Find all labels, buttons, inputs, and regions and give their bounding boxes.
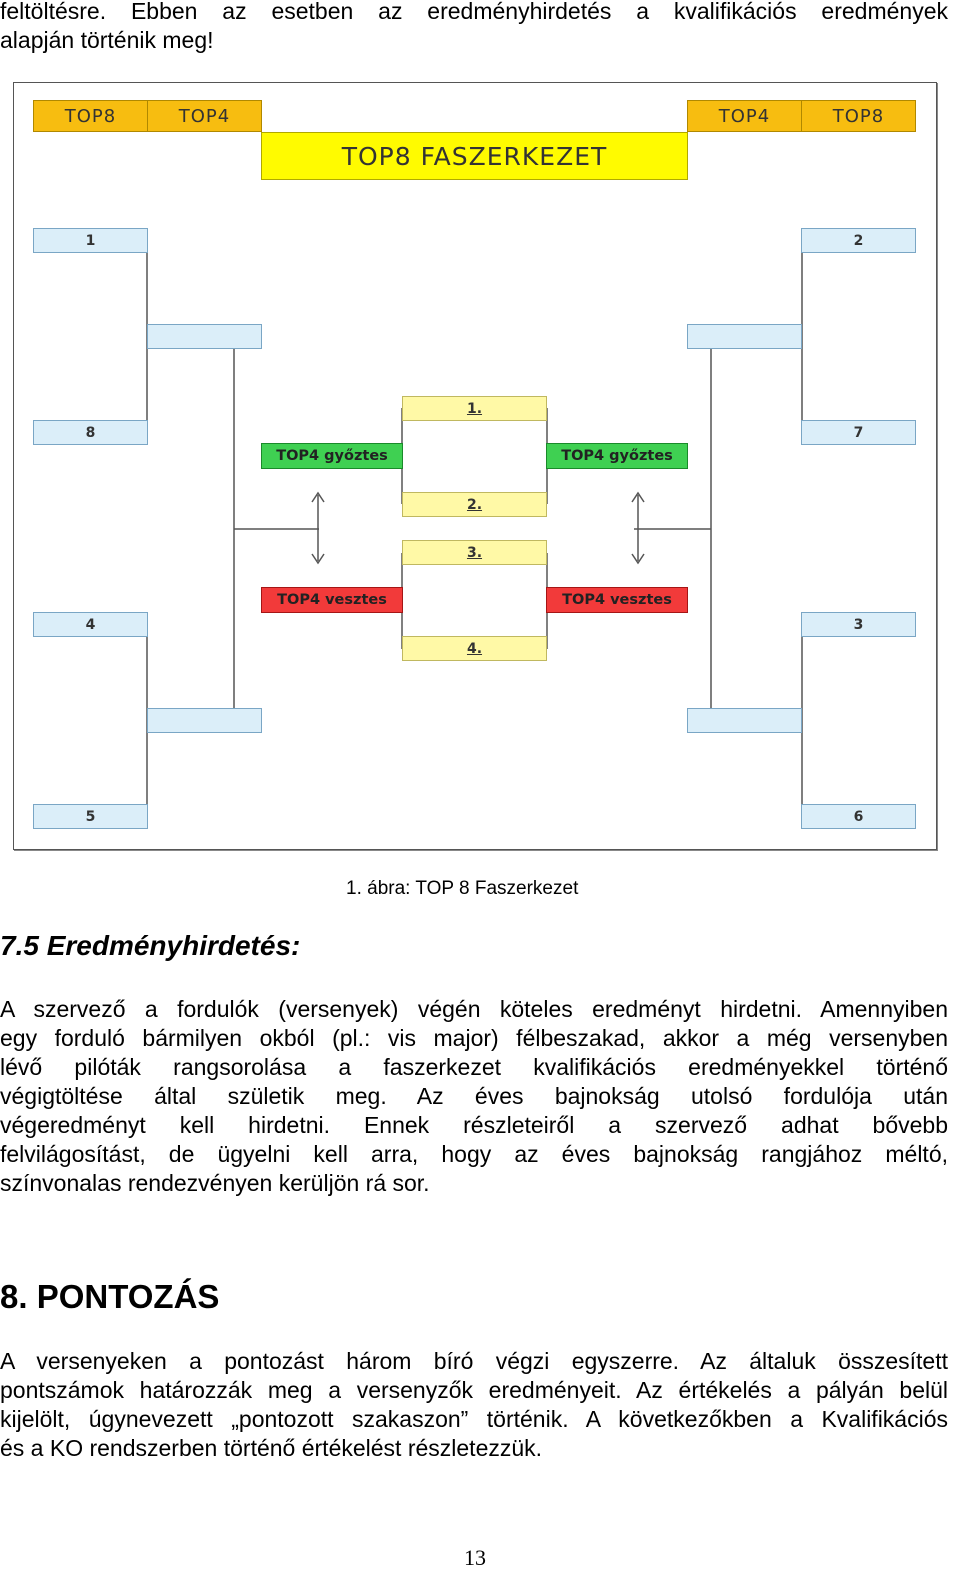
place-box: 1. [402, 396, 547, 421]
text-line: pontszámok határozzák meg a versenyzők eredményeit. Az értékelés a pályán belül [0, 1377, 948, 1403]
header-top4-right: TOP4 [687, 100, 802, 132]
seed-box: 7 [801, 420, 916, 445]
diagram-title: TOP8 FASZERKEZET [261, 132, 688, 180]
text-line: egy forduló bármilyen okból (pl.: vis major) félbeszakad, akkor a még versenyben [0, 1025, 948, 1051]
place-box: 2. [402, 492, 547, 517]
text-line: A versenyeken a pontozást három bíró végzi egyszerre. Az általuk összesített [0, 1348, 948, 1374]
text-line: és a KO rendszerben történő értékelést részletezzük. [0, 1435, 543, 1461]
top4-winner-right: TOP4 győztes [546, 443, 688, 469]
text-line: végeredményt kell hirdetni. Ennek részleteiről a szervező adhat bővebb [0, 1112, 948, 1138]
text-line: felvilágosítást, de ügyelni kell arra, hogy az éves bajnokság rangjához méltó, [0, 1141, 948, 1167]
figure-caption: 1. ábra: TOP 8 Faszerkezet [346, 878, 579, 899]
header-top8-left: TOP8 [33, 100, 148, 132]
chapter-heading: 8. PONTOZÁS [0, 1278, 220, 1315]
intro-paragraph [0, 0, 948, 55]
text-line: színvonalas rendezvényen kerüljön rá sor. [0, 1170, 430, 1196]
top4-loser-left: TOP4 vesztes [261, 587, 403, 613]
seed-box: 8 [33, 420, 148, 445]
top4-slot-right [687, 324, 802, 349]
seed-box: 6 [801, 804, 916, 829]
section-heading: 7.5 Eredményhirdetés: [0, 930, 301, 961]
page-number: 13 [464, 1545, 486, 1570]
top4-slot-left [147, 324, 262, 349]
body-paragraph [0, 1347, 948, 1463]
text-line: alapján történik meg! [0, 27, 214, 53]
text-line: lévő pilóták rangsorolása a faszerkezet kvalifikációs eredményekkel történő [0, 1054, 948, 1080]
seed-box: 1 [33, 228, 148, 253]
bracket-lines [14, 83, 936, 849]
text-line: kijelölt, úgynevezett „pontozott szakaszon” történik. A következőkben a Kvalifikációs [0, 1406, 948, 1432]
text-line: végigtöltése által születik meg. Az éves bajnokság utolsó fordulója után [0, 1083, 948, 1109]
seed-box: 4 [33, 612, 148, 637]
top4-slot-left [147, 708, 262, 733]
text-line: feltöltésre. Ebben az esetben az eredményhirdetés a kvalifikációs eredmények [0, 0, 948, 24]
top4-slot-right [687, 708, 802, 733]
place-box: 3. [402, 540, 547, 565]
seed-box: 3 [801, 612, 916, 637]
text-line: A szervező a fordulók (versenyek) végén köteles eredményt hirdetni. Amennyiben [0, 996, 948, 1022]
body-paragraph [0, 995, 948, 1198]
bracket-diagram [13, 82, 937, 850]
top4-loser-right: TOP4 vesztes [546, 587, 688, 613]
header-top4-left: TOP4 [147, 100, 262, 132]
seed-box: 5 [33, 804, 148, 829]
header-top8-right: TOP8 [801, 100, 916, 132]
top4-winner-left: TOP4 győztes [261, 443, 403, 469]
place-box: 4. [402, 636, 547, 661]
seed-box: 2 [801, 228, 916, 253]
